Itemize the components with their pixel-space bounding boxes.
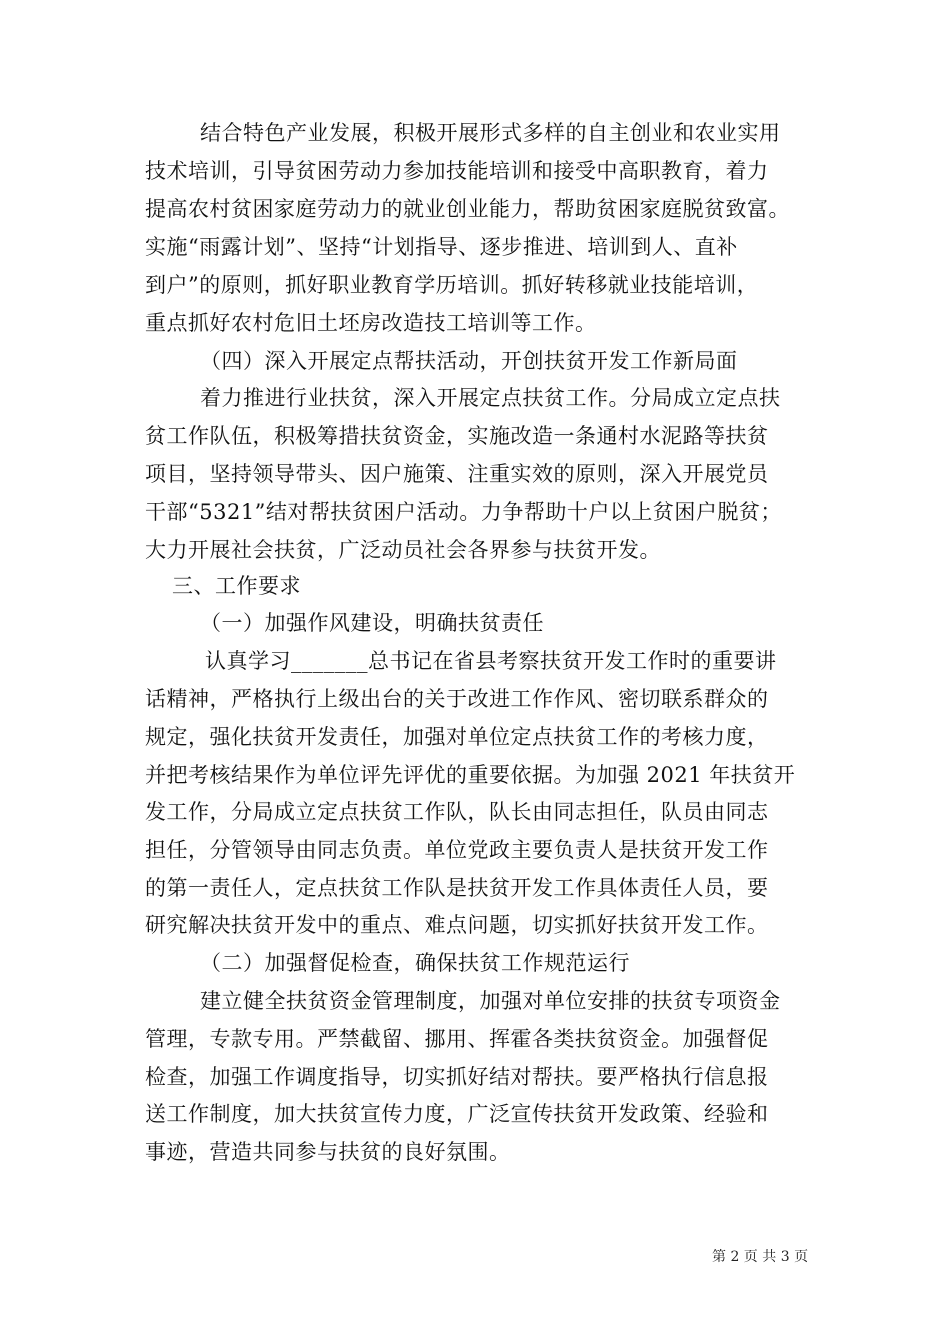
paragraph-line: 提高农村贫困家庭劳动力的就业创业能力，帮助贫困家庭脱贫致富。 xyxy=(145,197,790,221)
paragraph-line: 着力推进行业扶贫，深入开展定点扶贫工作。分局成立定点扶 xyxy=(200,386,781,410)
section-heading: （一）加强作风建设，明确扶贫责任 xyxy=(200,611,544,635)
paragraph-line: 实施“雨露计划”、坚持“计划指导、逐步推进、培训到人、直补 xyxy=(145,235,738,259)
paragraph-line: 大力开展社会扶贫，广泛动员社会各界参与扶贫开发。 xyxy=(145,538,661,562)
paragraph-line: 认真学习_______总书记在省县考察扶贫开发工作时的重要讲 xyxy=(205,649,777,673)
paragraph-line: 干部“5321”结对帮扶贫困户活动。力争帮助十户以上贫困户脱贫； xyxy=(145,500,782,524)
paragraph-line: 重点抓好农村危旧土坯房改造技工培训等工作。 xyxy=(145,311,597,335)
paragraph-line: 管理，专款专用。严禁截留、挪用、挥霍各类扶贫资金。加强督促 xyxy=(145,1027,769,1051)
paragraph-line: 研究解决扶贫开发中的重点、难点问题，切实抓好扶贫开发工作。 xyxy=(145,913,769,937)
section-heading: 三、工作要求 xyxy=(172,574,301,598)
paragraph-line: 贫工作队伍，积极筹措扶贫资金，实施改造一条通村水泥路等扶贫 xyxy=(145,424,769,448)
paragraph-line: 担任，分管领导由同志负责。单位党政主要负责人是扶贫开发工作 xyxy=(145,838,769,862)
paragraph-line: 话精神，严格执行上级出台的关于改进工作作风、密切联系群众的 xyxy=(145,687,769,711)
paragraph-line: 并把考核结果作为单位评先评优的重要依据。为加强 2021 年扶贫开 xyxy=(145,763,796,787)
paragraph-line: 建立健全扶贫资金管理制度，加强对单位安排的扶贫专项资金 xyxy=(200,989,781,1013)
paragraph-line: 发工作，分局成立定点扶贫工作队，队长由同志担任，队员由同志 xyxy=(145,800,769,824)
paragraph-line: 技术培训，引导贫困劳动力参加技能培训和接受中高职教育，着力 xyxy=(145,159,769,183)
section-heading: （四）深入开展定点帮扶活动，开创扶贫开发工作新局面 xyxy=(200,349,738,373)
paragraph-line: 检查，加强工作调度指导，切实抓好结对帮扶。要严格执行信息报 xyxy=(145,1065,769,1089)
section-heading: （二）加强督促检查，确保扶贫工作规范运行 xyxy=(200,951,630,975)
paragraph-line: 的第一责任人，定点扶贫工作队是扶贫开发工作具体责任人员，要 xyxy=(145,876,769,900)
paragraph-line: 事迹，营造共同参与扶贫的良好氛围。 xyxy=(145,1140,511,1164)
paragraph-line: 项目，坚持领导带头、因户施策、注重实效的原则，深入开展党员 xyxy=(145,462,769,486)
page-number: 第 2 页 共 3 页 xyxy=(712,1249,809,1265)
paragraph-line: 结合特色产业发展，积极开展形式多样的自主创业和农业实用 xyxy=(200,121,781,145)
paragraph-line: 送工作制度，加大扶贫宣传力度，广泛宣传扶贫开发政策、经验和 xyxy=(145,1102,769,1126)
paragraph-line: 到户”的原则，抓好职业教育学历培训。抓好转移就业技能培训， xyxy=(145,273,759,297)
paragraph-line: 规定，强化扶贫开发责任，加强对单位定点扶贫工作的考核力度， xyxy=(145,725,769,749)
